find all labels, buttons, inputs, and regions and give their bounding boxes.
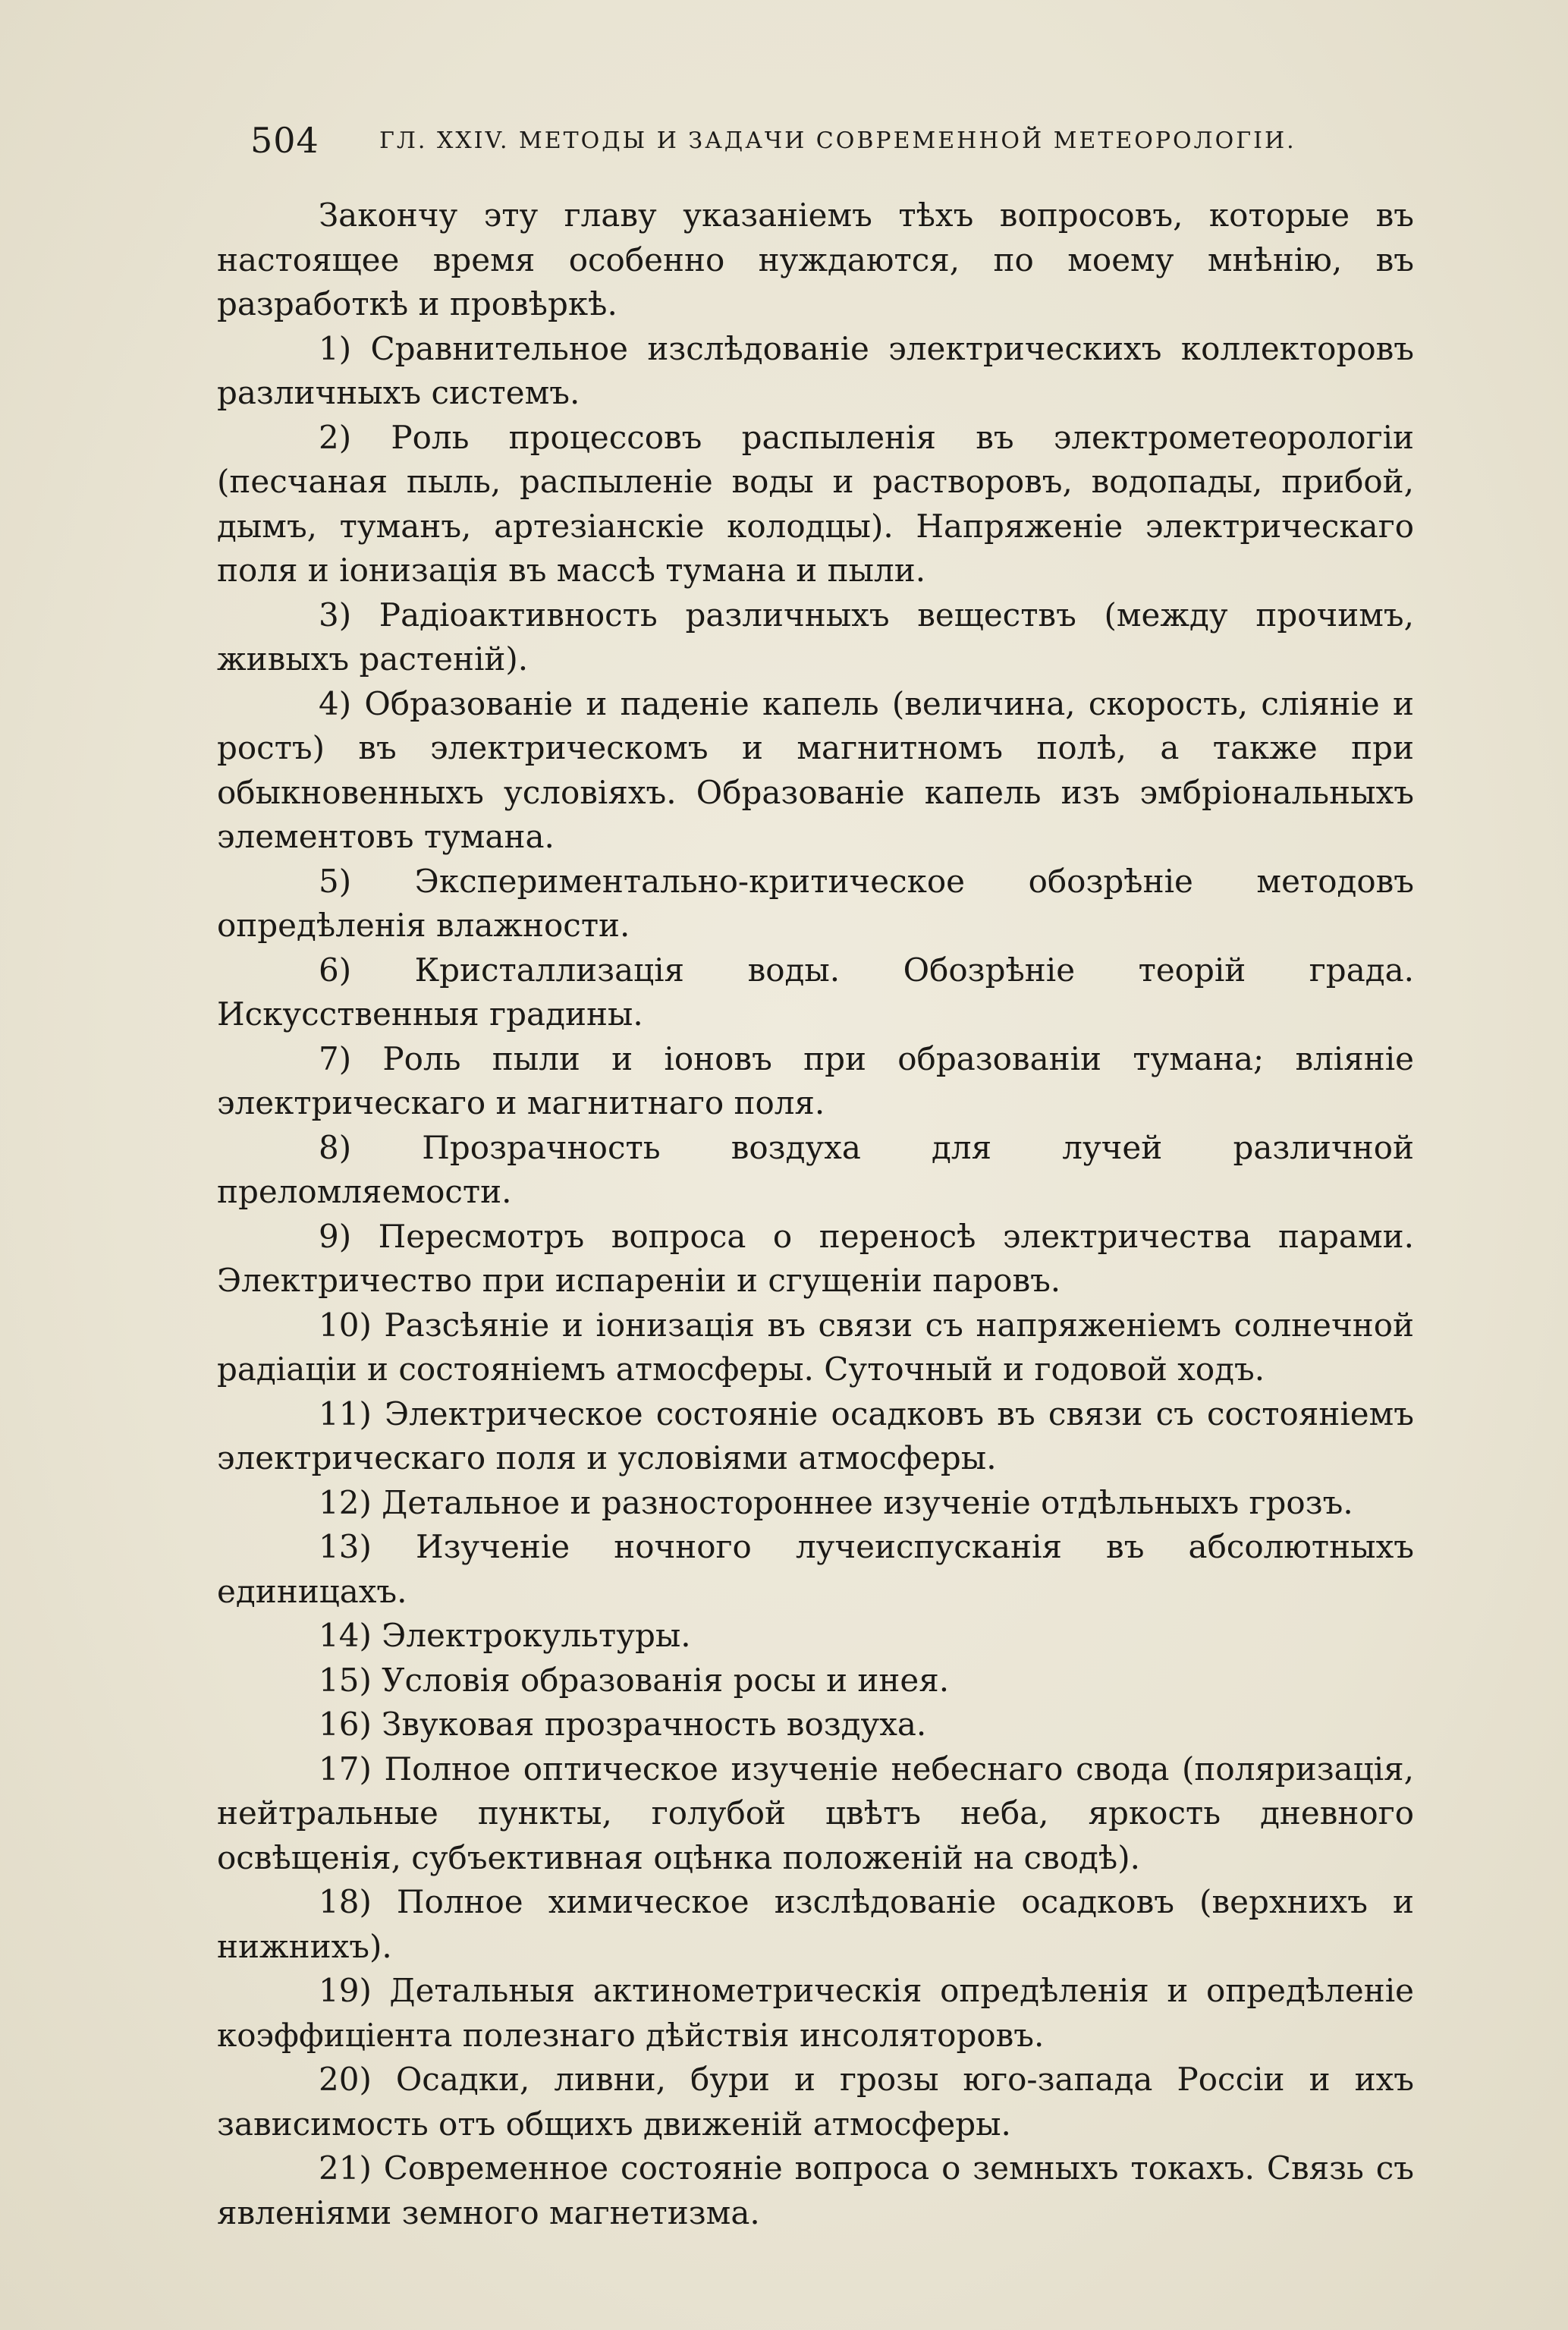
page-number: 504 <box>250 120 319 161</box>
list-item: 14) Электрокультуры. <box>319 1617 691 1654</box>
list-item: 6) Кристаллизація воды. Обозрѣніе теорій града. Искусственныя градины. <box>217 951 1414 1033</box>
chapter-title: ГЛ. XXIV. МЕТОДЫ И ЗАДАЧИ СОВРЕМЕННОЙ МЕТЕОРОЛОГІИ. <box>379 127 1296 154</box>
list-item: 1) Сравнительное изслѣдованіе электрическихъ коллекторовъ различныхъ системъ. <box>217 329 1414 411</box>
list-item: 7) Роль пыли и іоновъ при образованіи тумана; вліяніе электрическаго и магнитнаго поля. <box>217 1039 1414 1121</box>
list-item: 18) Полное химическое изслѣдованіе осадковъ (верхнихъ и нижнихъ). <box>217 1883 1414 1965</box>
list-item: 10) Разсѣяніе и іонизація въ связи съ напряженіемъ солнечной радіаціи и состояніемъ атмосферы. Суточный и годовой ходъ. <box>217 1306 1414 1388</box>
list-item: 4) Образованіе и паденіе капель (величина, скорость, сліяніе и ростъ) въ электрическомъ и магнитномъ полѣ, а также при обыкновенныхъ условіяхъ. Образованіе капель изъ эмбріональныхъ элементовъ тумана. <box>217 684 1414 855</box>
list-item: 21) Современное состояніе вопроса о земныхъ токахъ. Связь съ явленіями земного магнетизма. <box>217 2149 1414 2231</box>
list-item: 12) Детальное и разностороннее изученіе отдѣльныхъ грозъ. <box>319 1483 1353 1521</box>
list-item: 17) Полное оптическое изученіе небеснаго свода (поляризація, нейтральные пункты, голубой цвѣтъ неба, яркость дневного освѣщенія, субъективная оцѣнка положеній на сводѣ). <box>217 1750 1414 1876</box>
list-item: 2) Роль процессовъ распыленія въ электрометеорологіи (песчаная пыль, распыленіе воды и растворовъ, водопады, прибой, дымъ, туманъ, артезіанскіе колодцы). Напряженіе электрическаго поля и іонизація въ массѣ тумана и пыли. <box>217 418 1414 589</box>
list-item: 19) Детальныя актинометрическія опредѣленія и опредѣленіе коэффиціента полезнаго дѣйствія инсоляторовъ. <box>217 1972 1414 2054</box>
list-item: 3) Радіоактивность различныхъ веществъ (между прочимъ, живыхъ растеній). <box>217 596 1414 678</box>
list-item: 5) Экспериментально-критическое обозрѣніе методовъ опредѣленія влажности. <box>217 862 1414 944</box>
list-item: 15) Условія образованія росы и инея. <box>319 1661 950 1699</box>
intro-paragraph: Закончу эту главу указаніемъ тѣхъ вопросовъ, которые въ настоящее время особенно нуждаются, по моему мнѣнію, въ разработкѣ и провѣркѣ. <box>217 197 1414 322</box>
body-text <box>217 193 1414 2235</box>
list-item: 8) Прозрачность воздуха для лучей различной преломляемости. <box>217 1128 1414 1210</box>
list-item: 13) Изученіе ночного лучеиспусканія въ абсолютныхъ единицахъ. <box>217 1528 1414 1610</box>
list-item: 11) Электрическое состояніе осадковъ въ связи съ состояніемъ электрическаго поля и условіями атмосферы. <box>217 1395 1414 1476</box>
running-head <box>250 120 1381 165</box>
list-item: 16) Звуковая прозрачность воздуха. <box>319 1706 927 1743</box>
list-item: 20) Осадки, ливни, бури и грозы юго-запада Россіи и ихъ зависимость отъ общихъ движеній атмосферы. <box>217 2061 1414 2143</box>
list-item: 9) Пересмотръ вопроса о переносѣ электричества парами. Электричество при испареніи и сгущеніи паровъ. <box>217 1217 1414 1299</box>
